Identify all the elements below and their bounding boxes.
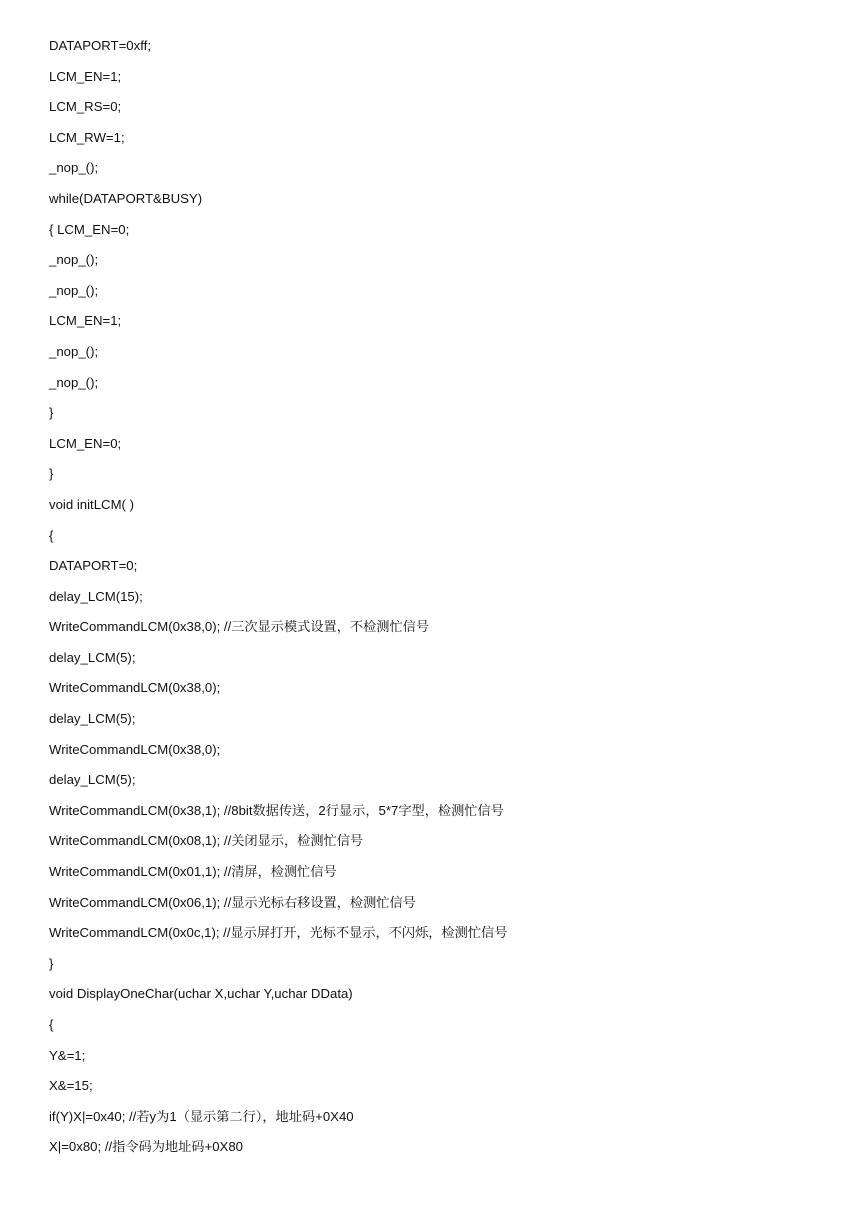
code-line: WriteCommandLCM(0x38,0); <box>49 741 221 757</box>
code-line: LCM_EN=1; <box>49 68 122 84</box>
code-line: X&=15; <box>49 1078 93 1094</box>
code-line: void DisplayOneChar(uchar X,uchar Y,uchar DData) <box>49 986 353 1002</box>
code-line: if(Y)X|=0x40; //若y为1（显示第二行），地址码+0X40 <box>49 1108 354 1124</box>
code-line: _nop_(); <box>49 282 99 298</box>
code-line: WriteCommandLCM(0x38,1); //8bit数据传送，2行显示，5*7字型，检测忙信号 <box>49 802 504 818</box>
code-line: _nop_(); <box>49 252 99 268</box>
code-line: WriteCommandLCM(0x0c,1); //显示屏打开，光标不显示，不闪烁，检测忙信号 <box>49 925 508 941</box>
code-line: DATAPORT=0; <box>49 558 138 574</box>
code-line: void initLCM( ) <box>49 496 135 512</box>
code-line: _nop_(); <box>49 343 99 359</box>
code-line: while(DATAPORT&BUSY) <box>49 190 203 206</box>
code-line: { <box>49 1017 54 1032</box>
code-line: LCM_RW=1; <box>49 129 125 145</box>
code-line: LCM_RS=0; <box>49 99 122 115</box>
code-line: WriteCommandLCM(0x38,0); //三次显示模式设置，不检测忙信号 <box>49 619 430 635</box>
code-line: WriteCommandLCM(0x38,0); <box>49 680 221 696</box>
code-line: DATAPORT=0xff; <box>49 38 151 53</box>
code-line: _nop_(); <box>49 160 99 176</box>
code-line: Y&=1; <box>49 1047 86 1063</box>
code-line: WriteCommandLCM(0x06,1); //显示光标右移设置，检测忙信号 <box>49 894 416 910</box>
code-line: { <box>49 527 54 543</box>
code-line: _nop_(); <box>49 374 99 390</box>
code-line: delay_LCM(5); <box>49 649 136 665</box>
code-line: } <box>49 405 54 421</box>
code-line: delay_LCM(5); <box>49 772 136 788</box>
code-line: X|=0x80; //指令码为地址码+0X80 <box>49 1139 243 1155</box>
code-line: LCM_EN=1; <box>49 313 122 329</box>
code-line: delay_LCM(15); <box>49 588 143 604</box>
code-line: { LCM_EN=0; <box>49 221 130 237</box>
code-line: } <box>49 955 54 971</box>
code-line: WriteCommandLCM(0x01,1); //清屏，检测忙信号 <box>49 864 337 880</box>
code-listing <box>49 36 507 1168</box>
code-line: WriteCommandLCM(0x08,1); //关闭显示，检测忙信号 <box>49 833 364 849</box>
code-line: delay_LCM(5); <box>49 711 136 727</box>
code-line: } <box>49 466 54 482</box>
code-line: LCM_EN=0; <box>49 435 122 451</box>
